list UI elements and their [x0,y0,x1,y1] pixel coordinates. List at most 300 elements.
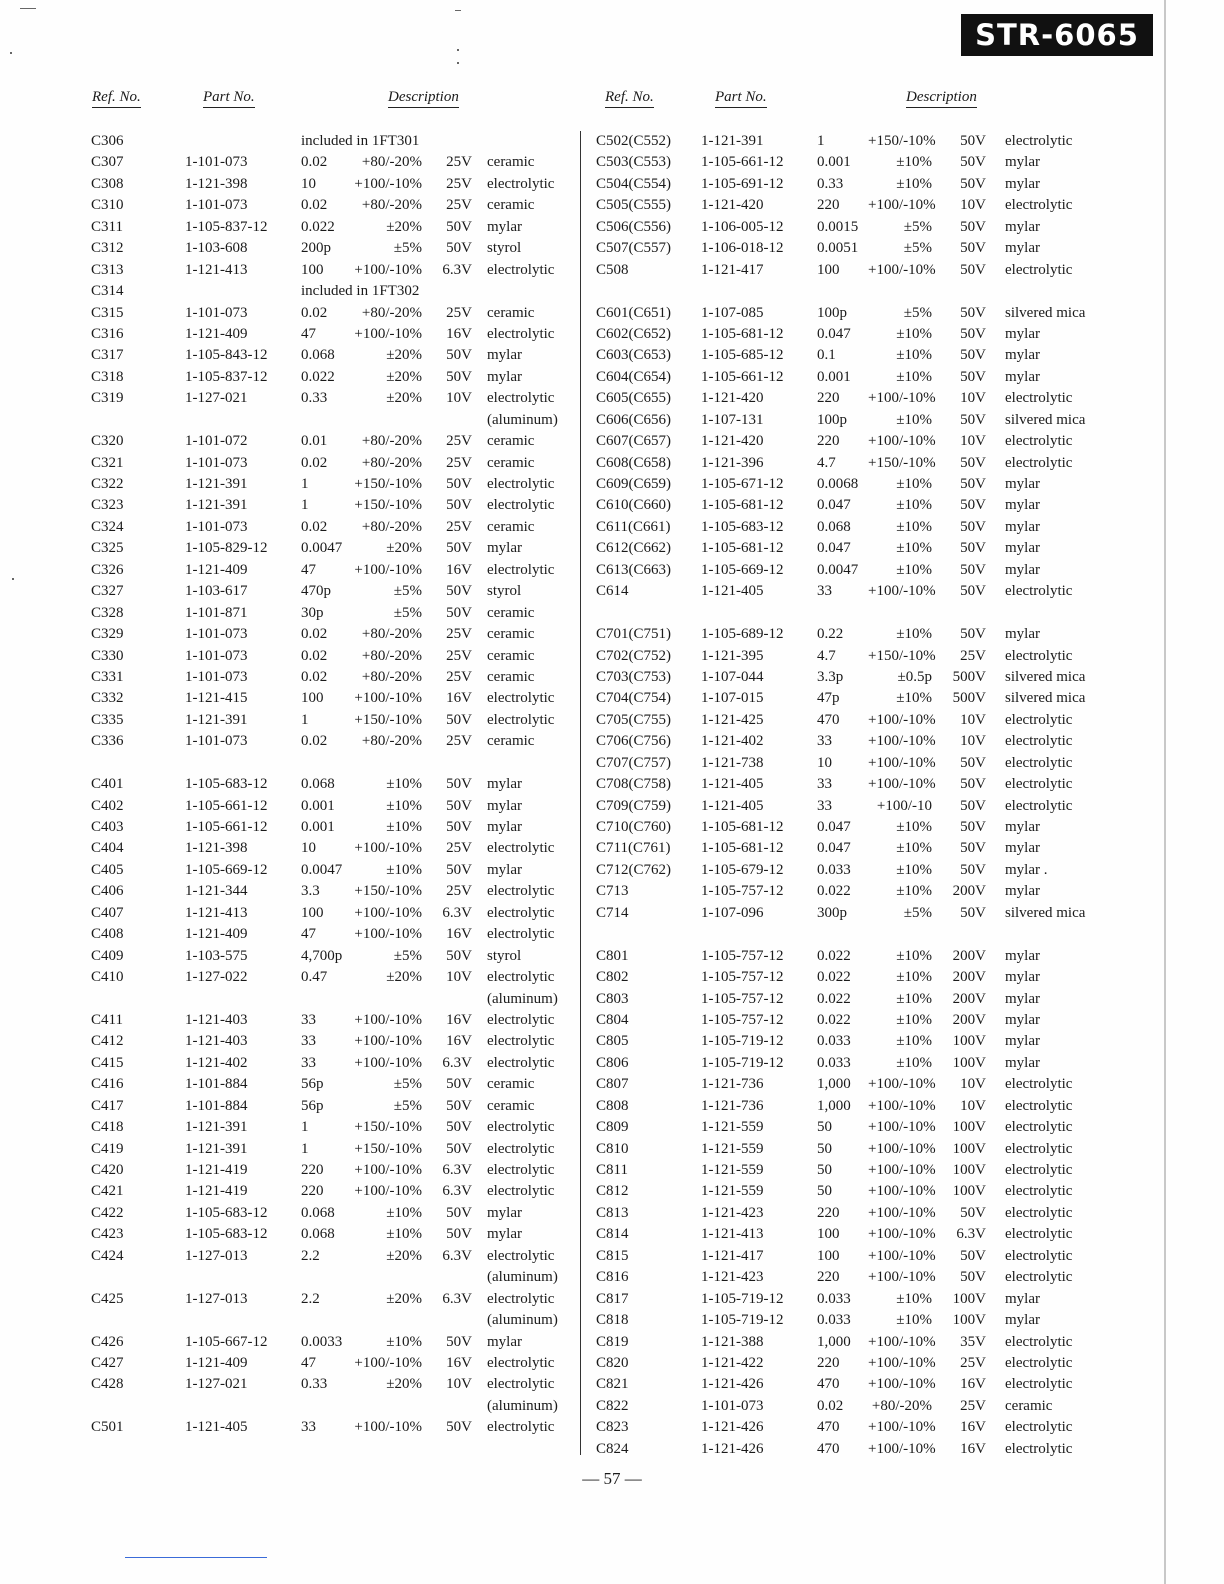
tolerance: ±10% [896,1312,932,1329]
ref-no: C713 [596,883,629,900]
part-no: 1-105-683-12 [185,1204,268,1221]
tolerance: ±10% [896,819,932,835]
tolerance: ±20% [386,390,422,407]
table-row [590,217,1110,238]
tolerance: +100/-10 [876,797,932,814]
parts-list-right-column [590,131,1110,1460]
ref-no: C712(C762) [596,861,671,878]
table-row [88,1267,570,1288]
table-row [88,303,570,324]
tolerance: ±20% [386,1290,422,1307]
voltage: 500V [952,668,986,685]
type: mylar [487,368,522,385]
type: mylar [487,540,522,557]
type: mylar [1005,969,1040,986]
table-row [590,624,1110,645]
ref-no: C314 [91,283,124,300]
tolerance: +100/-10% [868,1226,936,1243]
tolerance: +100/-10% [868,1140,936,1157]
part-no: 1-121-426 [701,1440,764,1457]
table-row [88,1053,570,1074]
value: 0.047 [817,540,851,557]
part-no: 1-121-396 [701,454,764,471]
ref-no: C419 [91,1140,124,1157]
ref-no: C822 [596,1397,629,1414]
voltage: 16V [446,561,472,578]
ref-no: C316 [91,325,124,342]
type: electrolytic [487,1354,555,1371]
tolerance: +100/-10% [868,583,936,600]
ref-no: C609(C659) [596,476,671,492]
part-no: 1-105-681-12 [701,840,784,857]
table-row [88,1096,570,1117]
ref-no: C423 [91,1226,124,1243]
table-row [590,538,1110,559]
type: mylar [1005,840,1040,857]
voltage: 50V [960,754,986,771]
column-divider [580,131,581,1455]
ref-no: C409 [91,947,124,964]
table-row [88,967,570,988]
voltage: 10V [960,390,986,407]
ref-no: C318 [91,368,124,385]
ref-no: C809 [596,1119,629,1136]
tolerance: +100/-10% [868,197,936,214]
type: electrolytic [1005,583,1073,600]
voltage: 10V [446,1376,472,1393]
voltage: 200V [952,990,986,1007]
voltage: 50V [446,797,472,814]
tolerance: ±10% [896,175,932,192]
voltage: 50V [960,497,986,514]
value: 1 [817,133,825,149]
table-row [88,603,570,624]
voltage: 50V [446,819,472,835]
value: 0.1 [817,347,836,364]
value: 1 [301,1140,309,1157]
table-row [88,624,570,645]
ref-no: C416 [91,1076,124,1093]
table-row [590,903,1110,924]
tolerance: +100/-10% [354,904,422,921]
value: 0.022 [817,1011,851,1028]
value: 0.33 [817,175,844,192]
voltage: 50V [960,368,986,385]
part-no: 1-105-681-12 [701,819,784,835]
table-row [590,1031,1110,1052]
table-row [88,838,570,859]
value: 0.0047 [301,540,343,557]
table-row [590,410,1110,431]
value: 0.047 [817,819,851,835]
ref-no: C604(C654) [596,368,671,385]
table-row [590,1010,1110,1031]
tolerance: +100/-10% [868,390,936,407]
ref-no: C606(C656) [596,411,671,428]
part-no: 1-121-395 [701,647,764,664]
tolerance: ±5% [903,240,932,257]
tolerance: ±20% [386,368,422,385]
type: mylar [487,347,522,364]
part-no: 1-121-391 [185,711,248,728]
tolerance: +150/-10% [868,647,936,664]
voltage: 10V [960,433,986,450]
tolerance: +100/-10% [868,754,936,771]
value: 10 [817,754,832,771]
tolerance: +150/-10% [354,1140,422,1157]
type: electrolytic [1005,1204,1073,1221]
type: mylar [1005,1312,1040,1329]
part-no: 1-105-661-12 [701,368,784,385]
table-row [88,581,570,602]
value: 470 [817,1419,840,1436]
ref-no: C610(C660) [596,497,671,514]
table-row [590,388,1110,409]
tolerance: +80/-20% [361,454,422,471]
type: electrolytic [487,840,555,857]
ref-no: C310 [91,197,124,214]
voltage: 10V [960,1097,986,1114]
value: 0.022 [817,969,851,986]
table-row [88,1310,570,1331]
voltage: 50V [960,840,986,857]
type: mylar [487,797,522,814]
type: mylar [487,776,522,793]
type: mylar [1005,476,1040,492]
part-no: 1-105-719-12 [701,1312,784,1329]
ref-no: C710(C760) [596,819,671,835]
ref-no: C324 [91,518,124,535]
value: 0.033 [817,861,851,878]
type: mylar [1005,175,1040,192]
scan-speck [10,52,12,54]
table-row [88,1010,570,1031]
voltage: 50V [960,240,986,257]
ref-no: C306 [91,133,124,149]
table-row [88,324,570,345]
ref-no: C328 [91,604,124,621]
ref-no: C816 [596,1269,629,1286]
value: 3.3p [817,668,844,685]
part-no: 1-121-405 [701,797,764,814]
table-row [88,560,570,581]
value: 0.02 [301,668,328,685]
voltage: 6.3V [442,1162,472,1178]
ref-no: C704(C754) [596,690,671,707]
voltage: 50V [960,411,986,428]
tolerance: +100/-10% [868,433,936,450]
type: ceramic [487,668,535,685]
voltage: 50V [960,1269,986,1286]
table-row [590,474,1110,495]
type: electrolytic [1005,454,1073,471]
value: 0.068 [817,518,851,535]
table-row [88,1417,570,1438]
ref-no: C821 [596,1376,629,1393]
tolerance: ±10% [386,1226,422,1243]
value: 100 [817,261,840,278]
ref-no: C504(C554) [596,175,671,192]
table-row [590,260,1110,281]
voltage: 50V [446,240,472,257]
tolerance: +100/-10% [354,840,422,857]
voltage: 50V [446,347,472,364]
value: 0.02 [301,626,328,643]
type: mylar [1005,819,1040,835]
value: 0.02 [301,647,328,664]
ref-no: C709(C759) [596,797,671,814]
type: electrolytic [487,1376,555,1393]
voltage: 50V [960,304,986,321]
part-no: 1-105-669-12 [701,561,784,578]
ref-no: C336 [91,733,124,750]
type: silvered mica [1005,690,1086,707]
table-row [88,1139,570,1160]
table-row [590,667,1110,688]
type: electrolytic [1005,776,1073,793]
type: electrolytic [487,1183,555,1200]
voltage: 50V [960,347,986,364]
header-part-no-right: Part No. [715,89,767,108]
tolerance: +100/-10% [868,1076,936,1093]
type: electrolytic [1005,711,1073,728]
voltage: 25V [960,1354,986,1371]
voltage: 6.3V [442,1247,472,1264]
table-row [88,1246,570,1267]
tolerance: ±10% [896,347,932,364]
ref-no: C425 [91,1290,124,1307]
value: 0.33 [301,390,328,407]
voltage: 16V [960,1376,986,1393]
value: 470 [817,711,840,728]
table-row [88,1353,570,1374]
part-no: 1-121-409 [185,1354,248,1371]
value: 30p [301,604,324,621]
part-no: 1-101-073 [185,668,248,685]
part-no: 1-121-559 [701,1162,764,1178]
type: ceramic [487,1097,535,1114]
voltage: 50V [446,1097,472,1114]
value: 0.02 [301,733,328,750]
tolerance: +80/-20% [361,304,422,321]
voltage: 6.3V [442,1183,472,1200]
type: silvered mica [1005,304,1086,321]
type: mylar [487,861,522,878]
value: 56p [301,1097,324,1114]
tolerance: ±5% [393,240,422,257]
part-no: 1-121-413 [185,261,248,278]
model-badge: STR-6065 [961,14,1153,56]
ref-no: C320 [91,433,124,450]
part-no: 1-121-736 [701,1076,764,1093]
table-row [590,817,1110,838]
part-no: 1-121-413 [701,1226,764,1243]
table-row [88,131,570,152]
ref-no: C325 [91,540,124,557]
part-no: 1-121-409 [185,325,248,342]
table-row [590,495,1110,516]
type: mylar . [1005,861,1048,878]
value: 470 [817,1376,840,1393]
type: mylar [1005,1290,1040,1307]
voltage: 16V [446,1011,472,1028]
table-row [590,1353,1110,1374]
ref-no: C711(C761) [596,840,671,857]
value: 0.068 [301,1226,335,1243]
voltage: 50V [960,819,986,835]
tolerance: ±10% [896,411,932,428]
ref-no: C408 [91,926,124,943]
ref-no: C814 [596,1226,629,1243]
tolerance: +100/-10% [868,1204,936,1221]
part-no: 1-105-757-12 [701,883,784,900]
table-row [590,1246,1110,1267]
tolerance: ±5% [903,218,932,235]
value: 33 [817,733,832,750]
ref-no: C805 [596,1033,629,1050]
table-row [590,1374,1110,1395]
value: 33 [301,1419,316,1436]
part-no: 1-105-689-12 [701,626,784,643]
tolerance: ±10% [896,368,932,385]
part-no: 1-121-736 [701,1097,764,1114]
tolerance: ±20% [386,347,422,364]
part-no: 1-121-409 [185,561,248,578]
table-row [88,1181,570,1202]
voltage: 50V [446,1226,472,1243]
part-no: 1-127-022 [185,969,248,986]
part-no: 1-121-559 [701,1140,764,1157]
type: electrolytic [487,175,555,192]
type: electrolytic [487,904,555,921]
voltage: 25V [446,840,472,857]
value: 0.47 [301,969,328,986]
value: 47p [817,690,840,707]
ref-no: C503(C553) [596,154,671,171]
ref-no: C706(C756) [596,733,671,750]
table-row [590,796,1110,817]
table-row [88,281,570,302]
part-no: 1-121-388 [701,1333,764,1350]
type: electrolytic [487,883,555,900]
table-row [88,152,570,173]
ref-no: C405 [91,861,124,878]
value: 47 [301,325,316,342]
type: electrolytic [487,1140,555,1157]
value: 220 [817,1354,840,1371]
value: 4,700p [301,947,343,964]
table-row [88,195,570,216]
value: 300p [817,904,847,921]
voltage: 100V [952,1162,986,1178]
voltage: 200V [952,883,986,900]
type: mylar [1005,1054,1040,1071]
type: ceramic [487,454,535,471]
tolerance: +100/-10% [868,1419,936,1436]
part-no: 1-105-661-12 [185,797,268,814]
part-no: 1-121-391 [701,133,764,149]
tolerance: +100/-10% [354,325,422,342]
part-no: 1-101-073 [185,518,248,535]
ref-no: C802 [596,969,629,986]
value: 1,000 [817,1076,851,1093]
table-row [88,260,570,281]
part-no: 1-105-829-12 [185,540,268,557]
table-row [590,1203,1110,1224]
tolerance: ±10% [386,861,422,878]
voltage: 100V [952,1054,986,1071]
type: mylar [487,1226,522,1243]
tolerance: +80/-20% [361,668,422,685]
tolerance: ±10% [386,797,422,814]
ref-no: C505(C555) [596,197,671,214]
type: mylar [1005,368,1040,385]
voltage: 6.3V [956,1226,986,1243]
ref-no: C824 [596,1440,629,1457]
tolerance: ±10% [896,947,932,964]
table-row [88,388,570,409]
value: 100 [301,690,324,707]
table-row [88,174,570,195]
tolerance: ±10% [896,1054,932,1071]
ref-no: C427 [91,1354,124,1371]
type: (aluminum) [487,990,558,1007]
table-row [590,946,1110,967]
type: electrolytic [487,325,555,342]
part-no: 1-105-661-12 [185,819,268,835]
tolerance: ±10% [896,1290,932,1307]
voltage: 50V [960,154,986,171]
type: electrolytic [1005,754,1073,771]
ref-no: C403 [91,819,124,835]
value: 0.22 [817,626,844,643]
voltage: 50V [960,776,986,793]
part-no: 1-105-837-12 [185,218,268,235]
tolerance: +100/-10% [354,1419,422,1436]
tolerance: ±10% [386,1333,422,1350]
value: 220 [817,1204,840,1221]
ref-no: C426 [91,1333,124,1350]
ref-no: C820 [596,1354,629,1371]
value: 220 [817,197,840,214]
header-part-no: Part No. [203,89,255,108]
tolerance: +80/-20% [361,433,422,450]
table-row [88,517,570,538]
table-row [590,967,1110,988]
tolerance: +150/-10% [868,133,936,149]
table-row [590,989,1110,1010]
tolerance: +100/-10% [868,1162,936,1178]
value: 0.0051 [817,240,859,257]
table-row [590,1289,1110,1310]
tolerance: ±10% [896,540,932,557]
tolerance: +100/-10% [354,926,422,943]
ref-no: C421 [91,1183,124,1200]
voltage: 50V [960,454,986,471]
type: electrolytic [487,1011,555,1028]
voltage: 25V [960,1397,986,1414]
part-no: 1-101-073 [185,626,248,643]
table-row [590,1396,1110,1417]
value: 100 [301,261,324,278]
ref-no: C803 [596,990,629,1007]
value: 0.033 [817,1033,851,1050]
value: 56p [301,1076,324,1093]
ref-no: C611(C661) [596,518,671,535]
type: (aluminum) [487,411,558,428]
table-row [88,1224,570,1245]
voltage: 25V [446,733,472,750]
